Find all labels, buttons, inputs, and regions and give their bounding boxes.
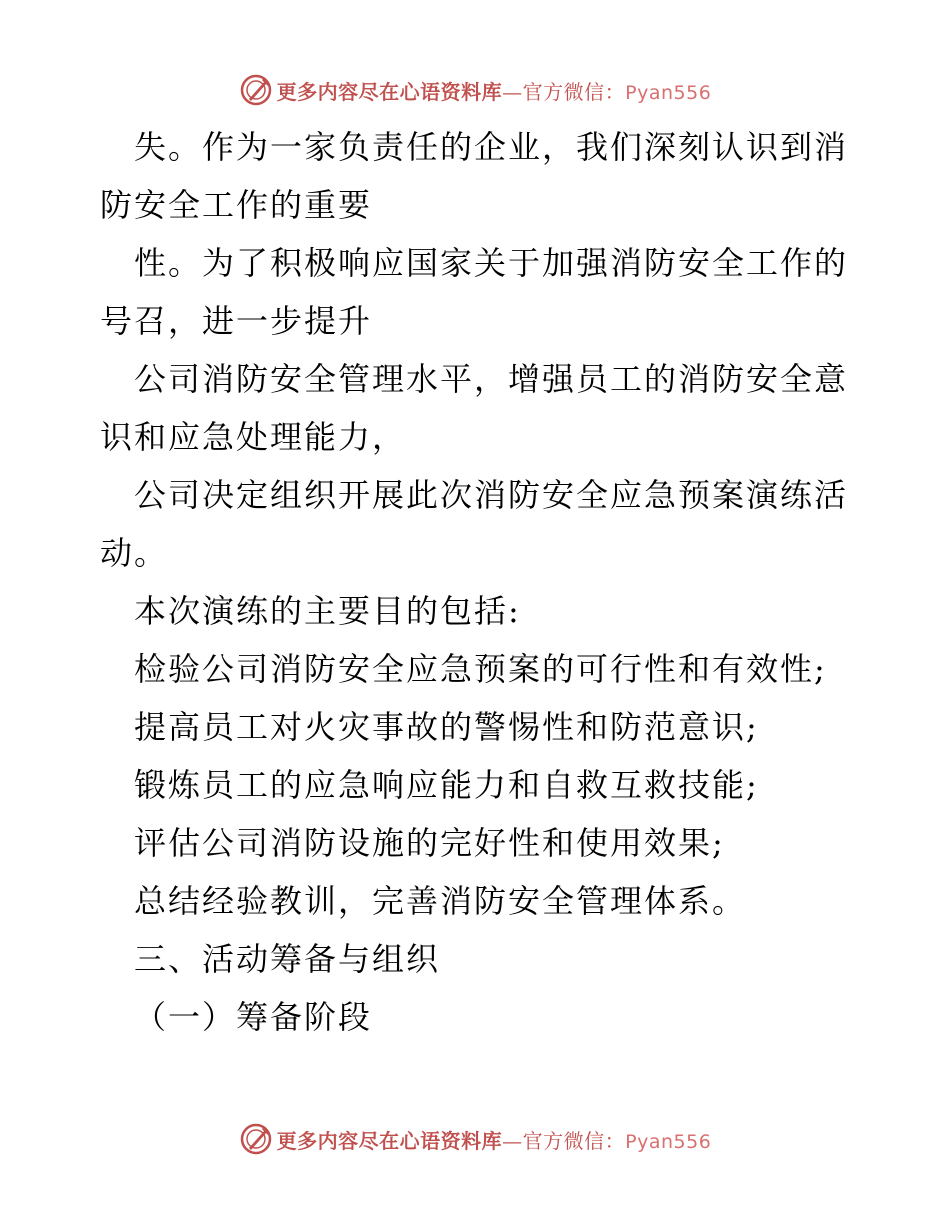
watermark-brand: 更多内容尽在心语资料库 <box>276 1128 503 1153</box>
body-text-line: 公司消防安全管理水平，增强员工的消防安全意 <box>134 360 849 398</box>
body-text-line: 评估公司消防设施的完好性和使用效果; <box>134 824 725 862</box>
watermark-id: Pyan556 <box>625 1130 712 1153</box>
body-text-line: 三、活动筹备与组织 <box>134 940 441 978</box>
watermark-text <box>277 1125 712 1154</box>
body-text-line: 性。为了积极响应国家关于加强消防安全工作的 <box>134 244 849 282</box>
body-text-line: 识和应急处理能力， <box>100 418 407 456</box>
body-text-line: 动。 <box>100 534 169 572</box>
body-text-line: （一）筹备阶段 <box>134 998 373 1036</box>
body-text-line: 检验公司消防安全应急预案的可行性和有效性; <box>134 650 827 688</box>
body-text-line: 提高员工对火灾事故的警惕性和防范意识; <box>134 708 759 746</box>
body-text-line: 号召，进一步提升 <box>100 302 373 340</box>
body-text-line: 防安全工作的重要 <box>100 186 373 224</box>
watermark-id: Pyan556 <box>625 81 712 104</box>
watermark-dash: — <box>502 79 523 104</box>
body-text-line: 总结经验教训，完善消防安全管理体系。 <box>134 882 747 920</box>
watermark-brand: 更多内容尽在心语资料库 <box>276 79 503 104</box>
header-watermark <box>0 70 950 110</box>
footer-watermark <box>0 1119 950 1159</box>
pen-logo-icon <box>239 73 273 107</box>
body-text-line: 锻炼员工的应急响应能力和自救互救技能; <box>134 766 759 804</box>
body-text-line: 公司决定组织开展此次消防安全应急预案演练活 <box>134 476 849 514</box>
body-text-line: 本次演练的主要目的包括: <box>134 592 521 630</box>
document-body <box>100 118 860 1046</box>
watermark-official: 官方微信： <box>522 79 626 104</box>
watermark-official: 官方微信： <box>522 1128 626 1153</box>
watermark-text <box>277 76 712 105</box>
watermark-dash: — <box>502 1128 523 1153</box>
body-text-line: 失。作为一家负责任的企业，我们深刻认识到消 <box>134 128 849 166</box>
pen-logo-icon <box>239 1122 273 1156</box>
